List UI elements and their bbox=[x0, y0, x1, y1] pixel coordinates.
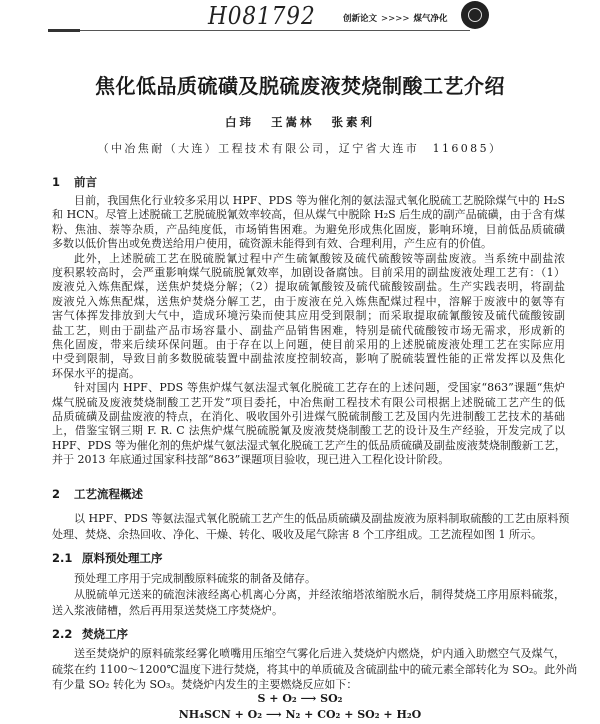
section-number: 2 bbox=[52, 487, 61, 501]
paragraph-line: 盐工艺，则由于副盐产品市场容量小、副盐产品销售困难，特别是硫代硫酸铵市场无需求，形成新的 bbox=[52, 323, 565, 337]
paragraph-line: 从脱硫单元送来的硫泡沫液经离心机离心分离，并经浓缩塔浓缩脱水后，制得焚烧工序用原料硫浆， bbox=[74, 588, 565, 601]
paragraph-line: 目前，我国焦化行业较多采用以 HPF、PDS 等为催化剂的氨法湿式氧化脱硫工艺脱除煤气中的 H₂S bbox=[74, 194, 565, 207]
paragraph-line: 废液兑入炼焦配煤，送焦炉焚烧分解工艺，由于废液在兑入炼焦配煤过程中，溶解于废液中的氨等有 bbox=[52, 294, 565, 308]
section-number: 2.1 bbox=[52, 551, 73, 565]
paragraph-line: 预处理工序用于完成制酸原料硫浆的制备及储存。 bbox=[74, 572, 316, 585]
paragraph-line: 此外，上述脱硫工艺在脱硫脱氰过程中产生硫氰酸铵及硫代硫酸铵等副盐废液。当系统中副盐浓 bbox=[74, 251, 565, 265]
paragraph-line: 并于 2013 年底通过国家科技部“863”课题项目验收，现已进入工程化设计阶段。 bbox=[52, 453, 450, 467]
paragraph-line: 硫浆在约 1100～1200℃温度下进行焚烧，将其中的单质硫及含硫副盐中的硫元素全部转化为 SO₂。此外尚 bbox=[52, 662, 578, 676]
paragraph-line: 送至焚烧炉的原料硫浆经雾化喷嘴用压缩空气雾化后进入焚烧炉内燃烧，炉内通入助燃空气及煤气， bbox=[74, 647, 565, 660]
paragraph-line: 有少量 SO₂ 转化为 SO₃。焚烧炉内发生的主要燃烧反应如下： bbox=[52, 678, 358, 691]
paragraph-line: 度积累较高时，会严重影响煤气脱硫脱氰效率，加剧设备腐蚀。目前采用的副盐废液处理工艺有：（1） bbox=[52, 266, 565, 279]
section-heading bbox=[52, 486, 143, 502]
section-heading bbox=[52, 626, 128, 642]
arrows: >>>> bbox=[381, 14, 410, 24]
paragraph-line: 品质硫磺及副盐废液的特点，在消化、吸收国外引进煤气脱硫制酸工艺及国内先进制酸工艺技术的基础 bbox=[52, 410, 565, 423]
chemical-equation: NH₄SCN + O₂ ⟶ N₂ + CO₂ + SO₂ + H₂O bbox=[178, 708, 422, 721]
paragraph-line: 焦化固废，带来后续环保问题。由于存在以上问题，使目前采用的上述脱硫废液处理工艺在实际应用 bbox=[52, 338, 565, 351]
chemical-equation: S + O₂ ⟶ SO₂ bbox=[257, 692, 343, 705]
section-title: 工艺流程概述 bbox=[74, 487, 143, 501]
section-heading bbox=[52, 174, 97, 190]
paragraph-line: 送入浆液储槽，然后再用泵送焚烧工序焚烧炉。 bbox=[52, 604, 283, 617]
section-number: 1 bbox=[52, 175, 61, 189]
section-label: 煤气净化 bbox=[413, 14, 448, 24]
paragraph-line: 环保水平的提高。 bbox=[52, 366, 140, 380]
column-label: 创新论文 bbox=[343, 14, 378, 24]
section-number: 2.2 bbox=[52, 627, 73, 641]
paragraph-line: 针对国内 HPF、PDS 等焦炉煤气氨法湿式氧化脱硫工艺存在的上述问题，受国家“863”课题“焦炉 bbox=[74, 381, 565, 395]
paragraph-line: 和 HCN。尽管上述脱硫工艺脱硫脱氰效率较高，但从煤气中脱除 H₂S 后生成的副产品硫磺，由于含有煤 bbox=[52, 208, 565, 222]
paragraph-line: 处理、焚烧、余热回收、净化、干燥、转化、吸收及尾气除害 8 个工序组成。工艺流程如图 1 所示。 bbox=[52, 528, 542, 541]
section-title: 焚烧工序 bbox=[82, 627, 128, 641]
header-rule-accent bbox=[48, 29, 80, 32]
section-title: 原料预处理工序 bbox=[82, 551, 163, 565]
article-title: 焦化低品质硫磺及脱硫废液焚烧制酸工艺介绍 bbox=[95, 74, 505, 98]
header-rule bbox=[48, 30, 470, 31]
section-heading bbox=[52, 550, 163, 566]
article-affiliation: （中冶焦耐（大连）工程技术有限公司，辽宁省大连市 116085） bbox=[97, 142, 503, 155]
article-authors: 白玮 王嵩林 张素利 bbox=[224, 115, 375, 129]
paragraph-line: 上，借鉴宝钢三期 F. R. C 法焦炉煤气脱硫脱氰及废液焚烧制酸工艺的设计及生产经验，开发完成了以 bbox=[52, 424, 565, 438]
paragraph-line: 废液兑入炼焦配煤，送焦炉焚烧分解；（2）提取硫氰酸铵及硫代硫酸铵副盐。生产实践表明，将副盐 bbox=[52, 280, 565, 294]
paragraph-line: 中受到限制，导致目前多数脱硫装置中副盐浓度控制较高，影响了脱硫装置性能的正常发挥以及焦化 bbox=[52, 352, 565, 366]
handwritten-code: H081792 bbox=[208, 2, 316, 30]
paragraph-line: 粉、焦油、萘等杂质，产品纯度低，市场销售困难。为避免形成焦化固废，影响环境，目前低品质硫磺 bbox=[52, 222, 565, 236]
paragraph-line: 以 HPF、PDS 等氨法湿式氧化脱硫工艺产生的低品质硫磺及副盐废液为原料制取硫酸的工艺由原料预 bbox=[74, 512, 570, 525]
running-header bbox=[343, 12, 448, 24]
paragraph-line: 多数以低价售出或免费送给用户使用，硫资源未能得到有效、合理利用，产生应有的价值。 bbox=[52, 237, 492, 251]
paragraph-line: 害气体挥发排放到大气中，造成环境污染而使其应用受到限制；而采取提取硫氰酸铵及硫代硫酸铵副 bbox=[52, 309, 565, 323]
paragraph-line: 煤气脱硫及废液焚烧制酸工艺开发”项目委托，中冶焦耐工程技术有限公司根据上述脱硫工艺产生的低 bbox=[52, 395, 565, 409]
paragraph-line: HPF、PDS 等为催化剂的焦炉煤气氨法湿式氧化脱硫工艺产生的低品质硫磺及副盐废液焚烧制酸新工艺， bbox=[52, 438, 566, 452]
section-title: 前言 bbox=[74, 175, 97, 189]
journal-logo-icon bbox=[461, 1, 489, 29]
